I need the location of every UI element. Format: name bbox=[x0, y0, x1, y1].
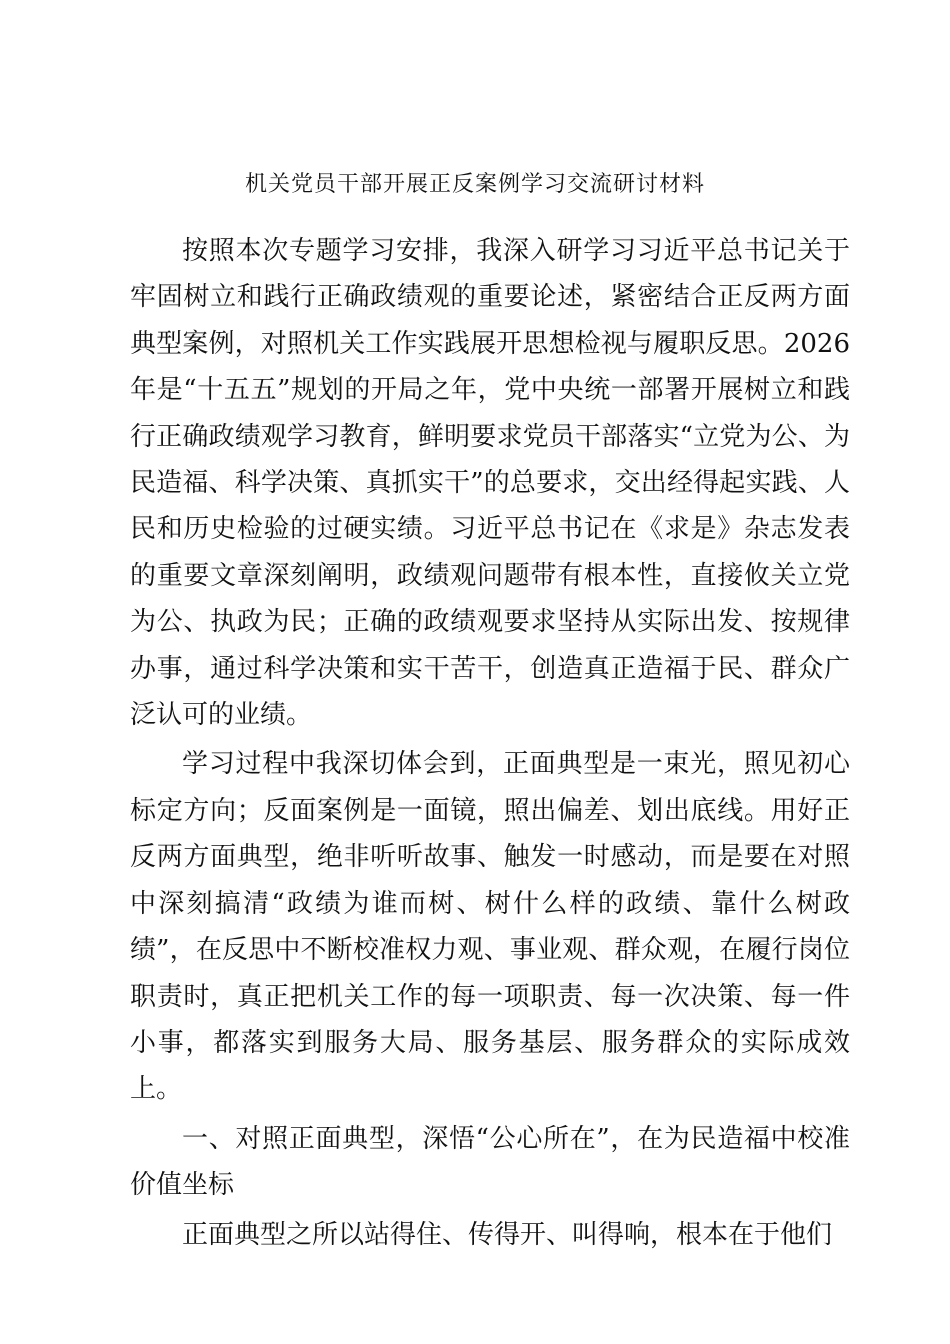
section-heading-one: 一、对照正面典型，深悟“公心所在”，在为民造福中校准价值坐标 bbox=[130, 1123, 850, 1201]
document-title: 机关党员干部开展正反案例学习交流研讨材料 bbox=[244, 172, 705, 197]
document-body bbox=[130, 228, 850, 1258]
paragraph-intro: 按照本次专题学习安排，我深入研学习习近平总书记关于牢固树立和践行正确政绩观的重要论述，紧密结合正反两方面典型案例，对照机关工作实践展开思想检视与履职反思。2026年是“十五五”规划的开局之年，党中央统一部署开展树立和践行正确政绩观学习教育，鲜明要求党员干部落实“立党为公、为民造福、科学决策、真抓实干”的总要求，交出经得起实践、人民和历史检验的过硬实绩。习近平总书记在《求是》杂志发表的重要文章深刻阐明，政绩观问题带有根本性，直接攸关立党为公、执政为民；正确的政绩观要求坚持从实际出发、按规律办事，通过科学决策和实干苦干，创造真正造福于民、群众广泛认可的业绩。 bbox=[130, 236, 850, 731]
paragraph-section-one: 正面典型之所以站得住、传得开、叫得响，根本在于他们 bbox=[182, 1219, 833, 1250]
paragraph-reflection: 学习过程中我深切体会到，正面典型是一束光，照见初心标定方向；反面案例是一面镜，照出偏差、划出底线。用好正反两方面典型，绝非听听故事、触发一时感动，而是要在对照中深刻搞清“政绩为谁而树、树什么样的政绩、靠什么树政绩”，在反思中不断校准权力观、事业观、群众观，在履行岗位职责时，真正把机关工作的每一项职责、每一次决策、每一件小事，都落实到服务大局、服务基层、服务群众的实际成效上。 bbox=[130, 749, 850, 1105]
